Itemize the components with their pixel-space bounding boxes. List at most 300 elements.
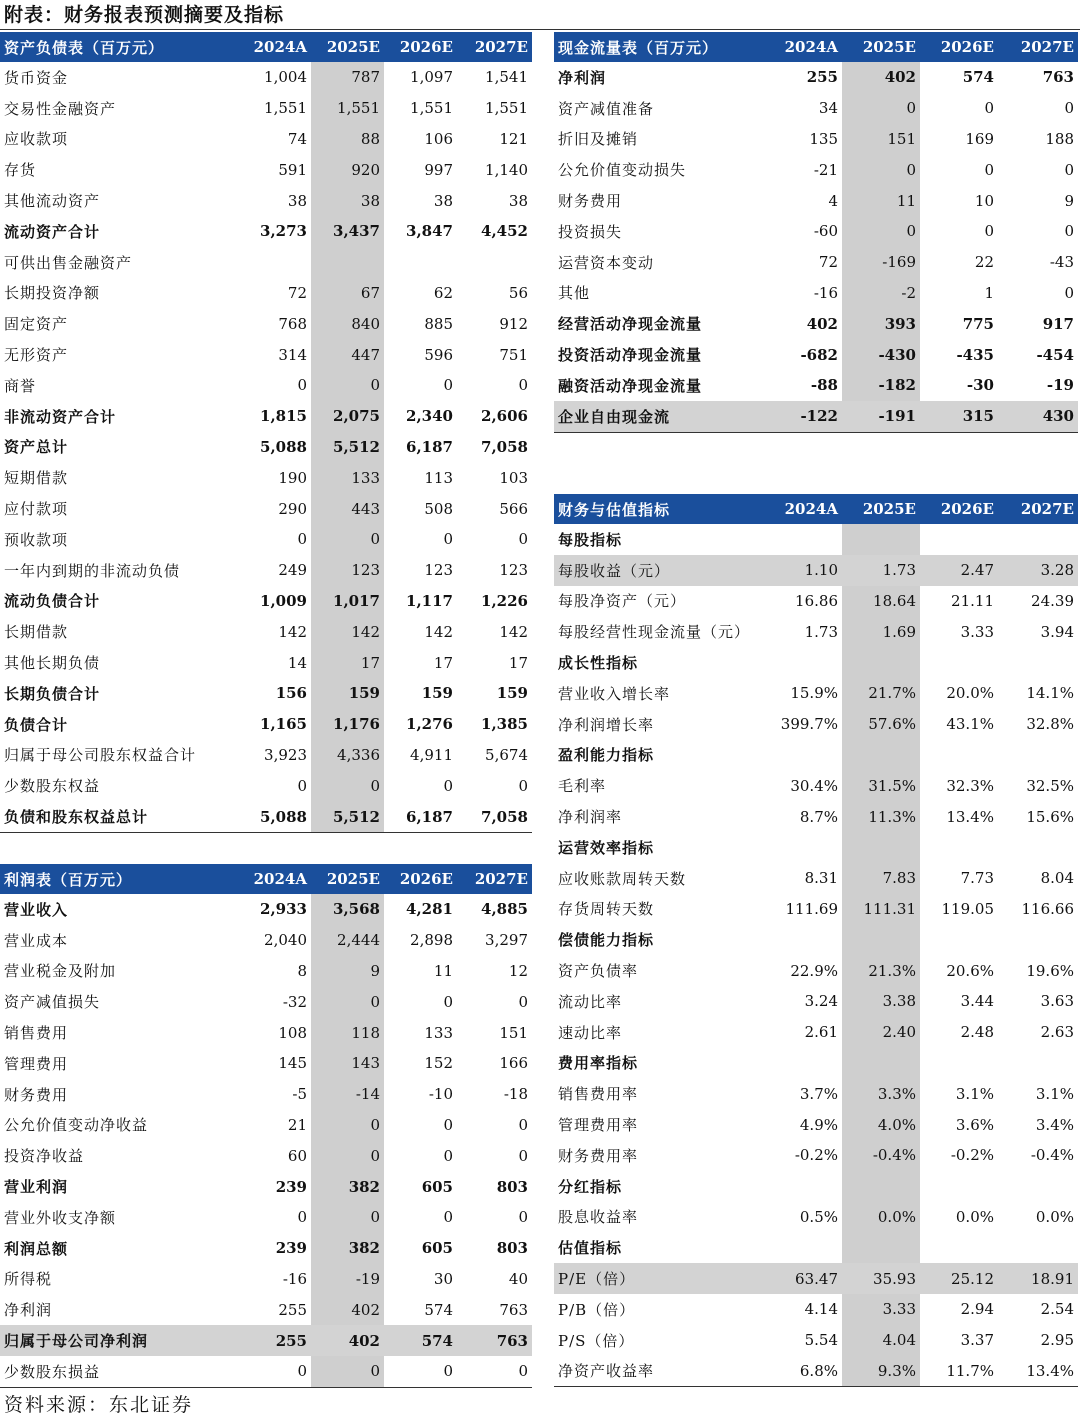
row-label: 速动比率 bbox=[558, 1023, 623, 1042]
row-label: 每股净资产（元） bbox=[558, 592, 687, 611]
source-note: 资料来源：东北证券 bbox=[4, 1394, 194, 1416]
cell-value: 32.8% bbox=[1026, 715, 1074, 734]
table-row bbox=[0, 770, 532, 801]
cell-value: 1,551 bbox=[410, 99, 453, 118]
row-label: 其他流动资产 bbox=[4, 192, 101, 211]
cell-value: 151 bbox=[842, 124, 920, 155]
cell-value: 239 bbox=[275, 1239, 307, 1258]
cell-value bbox=[920, 1048, 998, 1079]
cell-value: 188 bbox=[1045, 129, 1074, 148]
column-header: 2025E bbox=[311, 32, 384, 62]
cell-value: 0 bbox=[984, 222, 994, 241]
column-header: 2024A bbox=[238, 864, 311, 894]
cell-value bbox=[842, 647, 920, 678]
cell-value: 18.64 bbox=[842, 586, 920, 617]
row-label: 所得税 bbox=[4, 1270, 53, 1289]
indicators-table bbox=[554, 494, 1078, 1387]
cell-value: -2 bbox=[842, 278, 920, 309]
cell-value: 2.95 bbox=[1040, 1331, 1074, 1350]
cell-value: 0 bbox=[443, 1208, 453, 1227]
cell-value: -21 bbox=[813, 160, 838, 179]
cell-value bbox=[998, 1171, 1078, 1202]
cell-value: 30 bbox=[433, 1269, 453, 1288]
table-row bbox=[0, 925, 532, 956]
cell-value: 11.7% bbox=[920, 1356, 998, 1387]
cell-value: 142 bbox=[424, 622, 453, 641]
cell-value: 4,885 bbox=[481, 900, 528, 919]
cell-value: 402 bbox=[311, 1294, 384, 1325]
row-label: 营业收入 bbox=[4, 900, 69, 919]
cell-value: 143 bbox=[311, 1048, 384, 1079]
column-header: 2027E bbox=[998, 494, 1078, 524]
cell-value: 43.1% bbox=[946, 715, 994, 734]
cell-value: 393 bbox=[842, 308, 920, 339]
cell-value: 574 bbox=[962, 68, 994, 87]
cell-value: 5,674 bbox=[485, 745, 528, 764]
cell-value: 142 bbox=[278, 622, 307, 641]
table-row bbox=[0, 308, 532, 339]
table-row bbox=[0, 1325, 532, 1356]
section-row bbox=[554, 1171, 1078, 1202]
cell-value: -0.4% bbox=[1030, 1146, 1074, 1165]
cell-value: 0 bbox=[311, 1110, 384, 1141]
cell-value: 13.4% bbox=[998, 1356, 1078, 1387]
cell-value bbox=[384, 247, 457, 278]
table-row bbox=[0, 709, 532, 740]
cell-value: 0 bbox=[457, 1356, 532, 1387]
cell-value: 21.3% bbox=[842, 955, 920, 986]
cell-value: 7.73 bbox=[960, 869, 994, 888]
cell-value bbox=[920, 1232, 998, 1263]
cell-value: 72 bbox=[287, 283, 307, 302]
cell-value: -435 bbox=[956, 345, 994, 364]
cell-value: 1,009 bbox=[260, 591, 307, 610]
cell-value: 1,815 bbox=[260, 407, 307, 426]
cell-value: -30 bbox=[966, 376, 994, 395]
cell-value: 63.47 bbox=[764, 1263, 842, 1294]
cell-value: 62 bbox=[433, 283, 453, 302]
cell-value: 123 bbox=[424, 561, 453, 580]
cell-value: 1,276 bbox=[406, 715, 453, 734]
row-label: 管理费用率 bbox=[558, 1116, 639, 1135]
cell-value: 787 bbox=[311, 62, 384, 93]
row-label: 费用率指标 bbox=[558, 1054, 639, 1073]
cell-value: 133 bbox=[424, 1023, 453, 1042]
cell-value bbox=[457, 247, 532, 278]
table-row bbox=[0, 894, 532, 925]
cell-value: 142 bbox=[499, 622, 528, 641]
row-label: 净利润 bbox=[558, 68, 607, 87]
table-row bbox=[0, 1356, 532, 1387]
cell-value: 24.39 bbox=[1031, 591, 1074, 610]
cell-value: -16 bbox=[282, 1269, 307, 1288]
cell-value: 35.93 bbox=[842, 1263, 920, 1294]
cell-value: 382 bbox=[311, 1233, 384, 1264]
cell-value: 7.83 bbox=[842, 863, 920, 894]
row-label: 非流动资产合计 bbox=[4, 407, 117, 426]
section-row bbox=[554, 832, 1078, 863]
cell-value: 763 bbox=[499, 1300, 528, 1319]
row-label: 归属于母公司股东权益合计 bbox=[4, 746, 197, 765]
table-row bbox=[0, 740, 532, 771]
table-row bbox=[0, 216, 532, 247]
cell-value bbox=[920, 832, 998, 863]
cell-value: 0 bbox=[518, 992, 528, 1011]
cell-value: 8.31 bbox=[804, 869, 838, 888]
row-label: 净利润率 bbox=[558, 808, 623, 827]
cell-value: 382 bbox=[311, 1171, 384, 1202]
cell-value: 4,281 bbox=[406, 900, 453, 919]
cell-value: 9.3% bbox=[842, 1356, 920, 1387]
table-row bbox=[554, 863, 1078, 894]
table-row bbox=[554, 93, 1078, 124]
table-row bbox=[0, 524, 532, 555]
table-row bbox=[0, 1233, 532, 1264]
cell-value: 12 bbox=[508, 961, 528, 980]
cell-value: 111.69 bbox=[785, 899, 838, 918]
table-row bbox=[0, 493, 532, 524]
cell-value: 17 bbox=[508, 653, 528, 672]
cell-value: 0 bbox=[1064, 160, 1074, 179]
table-row bbox=[0, 586, 532, 617]
cell-value: -0.2% bbox=[950, 1146, 994, 1165]
row-label: 交易性金融资产 bbox=[4, 99, 117, 118]
cell-value: 0 bbox=[842, 154, 920, 185]
cell-value: 0 bbox=[443, 1115, 453, 1134]
cell-value: 917 bbox=[1042, 314, 1074, 333]
table-row bbox=[554, 124, 1078, 155]
row-label: 企业自由现金流 bbox=[554, 401, 764, 432]
cell-value: 113 bbox=[424, 468, 453, 487]
cell-value bbox=[764, 924, 842, 955]
cell-value: 605 bbox=[421, 1177, 453, 1196]
section-row bbox=[554, 1048, 1078, 1079]
cell-value: 1.10 bbox=[764, 555, 842, 586]
cell-value: 38 bbox=[433, 191, 453, 210]
cell-value: 1,551 bbox=[485, 99, 528, 118]
cell-value: 3.4% bbox=[1035, 1115, 1074, 1134]
cell-value: 6,187 bbox=[406, 437, 453, 456]
cell-value: 3,273 bbox=[260, 222, 307, 241]
cell-value bbox=[764, 1232, 842, 1263]
column-header: 2026E bbox=[920, 494, 998, 524]
cell-value: 768 bbox=[278, 314, 307, 333]
cell-value: 574 bbox=[384, 1325, 457, 1356]
table-row bbox=[554, 1140, 1078, 1171]
table-row bbox=[0, 956, 532, 987]
cell-value: 3.33 bbox=[960, 622, 994, 641]
table-row bbox=[0, 1110, 532, 1141]
row-label: 应收账款周转天数 bbox=[558, 869, 687, 888]
cell-value: 763 bbox=[457, 1325, 532, 1356]
table-row bbox=[554, 1202, 1078, 1233]
cell-value: 169 bbox=[965, 129, 994, 148]
cell-value: 11 bbox=[842, 185, 920, 216]
cell-value: 16.86 bbox=[795, 591, 838, 610]
cell-value: 8.7% bbox=[799, 807, 838, 826]
cell-value: 0 bbox=[984, 160, 994, 179]
cell-value: 19.6% bbox=[1026, 961, 1074, 980]
row-label: 投资净收益 bbox=[4, 1147, 85, 1166]
cell-value: 4 bbox=[828, 191, 838, 210]
cell-value: 3,923 bbox=[264, 745, 307, 764]
cell-value: 1,140 bbox=[485, 160, 528, 179]
cell-value: 4.0% bbox=[842, 1109, 920, 1140]
cell-value: 56 bbox=[508, 283, 528, 302]
cell-value: 0 bbox=[518, 1115, 528, 1134]
cash-flow-table bbox=[554, 32, 1078, 433]
cell-value: 3,297 bbox=[485, 931, 528, 950]
row-label: 流动资产合计 bbox=[4, 222, 101, 241]
cell-value: 2,898 bbox=[410, 931, 453, 950]
cell-value: 60 bbox=[287, 1146, 307, 1165]
row-label: 盈利能力指标 bbox=[558, 746, 655, 765]
table-row bbox=[554, 678, 1078, 709]
column-header: 2025E bbox=[842, 32, 920, 62]
row-label: 净资产收益率 bbox=[554, 1356, 764, 1387]
row-label: 资产减值准备 bbox=[558, 99, 655, 118]
cell-value bbox=[311, 247, 384, 278]
cell-value: 566 bbox=[499, 499, 528, 518]
cell-value bbox=[998, 1232, 1078, 1263]
row-label: 成长性指标 bbox=[558, 654, 639, 673]
cell-value: -19 bbox=[1046, 376, 1074, 395]
cell-value: -18 bbox=[503, 1085, 528, 1104]
cell-value bbox=[764, 832, 842, 863]
cell-value: 88 bbox=[311, 124, 384, 155]
section-row bbox=[554, 647, 1078, 678]
cell-value: 3.63 bbox=[1040, 992, 1074, 1011]
table-row bbox=[0, 339, 532, 370]
column-header: 2027E bbox=[998, 32, 1078, 62]
cell-value: 15.9% bbox=[790, 684, 838, 703]
cell-value: 190 bbox=[278, 468, 307, 487]
table-row bbox=[554, 1263, 1078, 1294]
cell-value bbox=[998, 740, 1078, 771]
cell-value: 920 bbox=[311, 154, 384, 185]
cell-value: 0 bbox=[311, 524, 384, 555]
row-label: 一年内到期的非流动负债 bbox=[4, 561, 181, 580]
table-row bbox=[0, 1079, 532, 1110]
row-label: 固定资产 bbox=[4, 315, 69, 334]
cell-value: 4,911 bbox=[410, 745, 453, 764]
cell-value bbox=[998, 924, 1078, 955]
cell-value: 103 bbox=[499, 468, 528, 487]
cell-value: 2,606 bbox=[481, 407, 528, 426]
cell-value: 156 bbox=[275, 684, 307, 703]
cell-value: 166 bbox=[499, 1054, 528, 1073]
cell-value: 402 bbox=[311, 1325, 384, 1356]
row-label: 流动比率 bbox=[558, 992, 623, 1011]
cell-value: 0.0% bbox=[1035, 1207, 1074, 1226]
cell-value: 803 bbox=[496, 1177, 528, 1196]
table-row bbox=[0, 124, 532, 155]
cell-value: 249 bbox=[278, 561, 307, 580]
section-row bbox=[554, 740, 1078, 771]
cell-value: 32.3% bbox=[946, 776, 994, 795]
cell-value: -32 bbox=[282, 992, 307, 1011]
table-row bbox=[554, 1356, 1078, 1387]
cell-value: 3.1% bbox=[1035, 1084, 1074, 1103]
cell-value: -122 bbox=[764, 401, 842, 432]
table-row bbox=[554, 616, 1078, 647]
cell-value: 0 bbox=[1064, 283, 1074, 302]
table-row bbox=[554, 185, 1078, 216]
cell-value: 31.5% bbox=[842, 770, 920, 801]
cell-value: 885 bbox=[424, 314, 453, 333]
cell-value: 0 bbox=[518, 530, 528, 549]
table-title: 资产负债表（百万元） bbox=[0, 32, 238, 62]
cell-value: 118 bbox=[311, 1017, 384, 1048]
table-row bbox=[0, 401, 532, 432]
table-header-row bbox=[0, 864, 532, 894]
cell-value: 1,226 bbox=[481, 591, 528, 610]
row-label: P/E（倍） bbox=[554, 1263, 764, 1294]
row-label: 销售费用率 bbox=[558, 1085, 639, 1104]
cell-value: 1.69 bbox=[842, 616, 920, 647]
cell-value: 1,017 bbox=[311, 586, 384, 617]
cell-value bbox=[842, 1171, 920, 1202]
cell-value: 840 bbox=[311, 308, 384, 339]
column-header: 2026E bbox=[384, 864, 457, 894]
cell-value: 5.54 bbox=[804, 1331, 838, 1350]
cell-value: 8 bbox=[297, 961, 307, 980]
cell-value: 2.63 bbox=[1040, 1023, 1074, 1042]
cell-value: 11 bbox=[433, 961, 453, 980]
cell-value: 6.8% bbox=[764, 1356, 842, 1387]
cell-value: 121 bbox=[499, 129, 528, 148]
table-row bbox=[0, 62, 532, 93]
row-label: 无形资产 bbox=[4, 346, 69, 365]
cell-value: 5,512 bbox=[311, 801, 384, 832]
cell-value: -60 bbox=[813, 222, 838, 241]
table-row bbox=[554, 1017, 1078, 1048]
row-label: 折旧及摊销 bbox=[558, 130, 639, 149]
cell-value: 5,088 bbox=[260, 437, 307, 456]
column-header: 2024A bbox=[238, 32, 311, 62]
table-row bbox=[0, 432, 532, 463]
cell-value: 803 bbox=[496, 1239, 528, 1258]
table-row bbox=[554, 1294, 1078, 1325]
table-row bbox=[554, 586, 1078, 617]
cell-value: -14 bbox=[311, 1079, 384, 1110]
row-label: 资产总计 bbox=[4, 438, 69, 457]
cell-value: 3.94 bbox=[1040, 622, 1074, 641]
row-label: 财务费用 bbox=[4, 1085, 69, 1104]
column-header: 2026E bbox=[384, 32, 457, 62]
table-row bbox=[0, 154, 532, 185]
cell-value: 30.4% bbox=[790, 776, 838, 795]
cell-value: -43 bbox=[1049, 253, 1074, 272]
cell-value: 1,385 bbox=[481, 715, 528, 734]
row-label: 营业利润 bbox=[4, 1178, 69, 1197]
cell-value: 22.9% bbox=[790, 961, 838, 980]
cell-value: 3,847 bbox=[406, 222, 453, 241]
cell-value bbox=[998, 1048, 1078, 1079]
balance-sheet-table bbox=[0, 32, 532, 833]
cell-value: -88 bbox=[810, 376, 838, 395]
cell-value: 1,551 bbox=[264, 99, 307, 118]
cell-value: 67 bbox=[311, 278, 384, 309]
table-row bbox=[554, 154, 1078, 185]
cell-value: 38 bbox=[311, 185, 384, 216]
cell-value: 4,336 bbox=[311, 740, 384, 771]
cell-value: 0 bbox=[984, 99, 994, 118]
column-header: 2027E bbox=[457, 864, 532, 894]
row-label: 净利润 bbox=[4, 1301, 53, 1320]
cell-value: 18.91 bbox=[998, 1263, 1078, 1294]
row-label: 投资损失 bbox=[558, 222, 623, 241]
table-row bbox=[0, 678, 532, 709]
row-label: 长期借款 bbox=[4, 623, 69, 642]
cell-value: 40 bbox=[508, 1269, 528, 1288]
cell-value: 2,933 bbox=[260, 900, 307, 919]
table-title: 现金流量表（百万元） bbox=[554, 32, 764, 62]
cell-value: 152 bbox=[424, 1054, 453, 1073]
cell-value: 751 bbox=[499, 345, 528, 364]
section-row bbox=[554, 1232, 1078, 1263]
cell-value: 763 bbox=[1042, 68, 1074, 87]
cell-value: 591 bbox=[278, 160, 307, 179]
cell-value: 4.14 bbox=[804, 1300, 838, 1319]
cell-value: 4.04 bbox=[842, 1325, 920, 1356]
cell-value bbox=[842, 1048, 920, 1079]
cell-value bbox=[764, 524, 842, 555]
table-header-row bbox=[0, 32, 532, 62]
cell-value: 605 bbox=[421, 1239, 453, 1258]
table-row bbox=[554, 955, 1078, 986]
table-row bbox=[0, 462, 532, 493]
cell-value: 159 bbox=[421, 684, 453, 703]
cell-value: 2,444 bbox=[311, 925, 384, 956]
cell-value: 997 bbox=[424, 160, 453, 179]
cell-value: 402 bbox=[842, 62, 920, 93]
cell-value: 2,340 bbox=[406, 407, 453, 426]
cell-value: 1,004 bbox=[264, 68, 307, 87]
table-row bbox=[0, 1171, 532, 1202]
row-label: 其他长期负债 bbox=[4, 654, 101, 673]
row-label: 资产负债率 bbox=[558, 962, 639, 981]
cell-value: 20.6% bbox=[946, 961, 994, 980]
row-label: 应付款项 bbox=[4, 500, 69, 519]
table-row bbox=[0, 1202, 532, 1233]
cell-value: 25.12 bbox=[920, 1263, 998, 1294]
cell-value: -19 bbox=[311, 1264, 384, 1295]
cell-value: 1,176 bbox=[311, 709, 384, 740]
cell-value: 3.28 bbox=[998, 555, 1078, 586]
cell-value bbox=[238, 247, 311, 278]
cell-value: 108 bbox=[278, 1023, 307, 1042]
cell-value: 9 bbox=[311, 956, 384, 987]
cell-value: 72 bbox=[818, 253, 838, 272]
cell-value: 0 bbox=[384, 1356, 457, 1387]
cell-value: 2.54 bbox=[1040, 1300, 1074, 1319]
table-row bbox=[0, 93, 532, 124]
cell-value: 119.05 bbox=[941, 899, 994, 918]
table-row bbox=[0, 1140, 532, 1171]
cell-value: 0 bbox=[311, 370, 384, 401]
cell-value bbox=[842, 832, 920, 863]
cell-value: 21.11 bbox=[951, 591, 994, 610]
row-label: 货币资金 bbox=[4, 68, 69, 87]
cell-value: 3.24 bbox=[804, 992, 838, 1011]
cell-value: 2.47 bbox=[920, 555, 998, 586]
row-label: 预收款项 bbox=[4, 530, 69, 549]
cell-value: 13.4% bbox=[946, 807, 994, 826]
table-row bbox=[554, 1325, 1078, 1356]
cell-value: 0 bbox=[311, 1356, 384, 1387]
cell-value: -16 bbox=[813, 283, 838, 302]
